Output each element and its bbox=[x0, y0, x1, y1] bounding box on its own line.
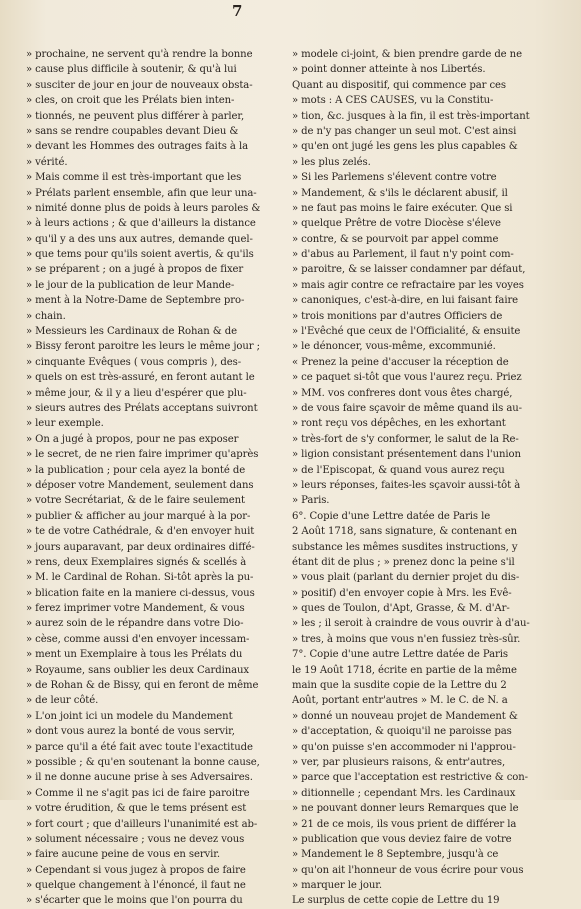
text-line: » de vous faire sçavoir de même quand ils au- bbox=[292, 402, 522, 414]
text-line: » devant les Hommes des outrages faits à la bbox=[26, 141, 249, 153]
text-line: » cles, on croit que les Prélats bien inten- bbox=[26, 95, 235, 107]
text-line: 7°. Copie d'une autre Lettre datée de Paris bbox=[292, 649, 508, 661]
text-line: 6°. Copie d'une Lettre datée de Paris le bbox=[292, 510, 491, 522]
text-line: » leur exemple. bbox=[26, 418, 104, 430]
text-line: » chain. bbox=[26, 310, 66, 322]
text-line: » qu'on puisse s'en accommoder ni l'approu- bbox=[292, 741, 516, 753]
text-line: » faire aucune peine de vous en servir. bbox=[26, 849, 221, 861]
text-line: » la publication ; pour cela ayez la bonté de bbox=[26, 464, 246, 476]
text-line: » marquer le jour. bbox=[292, 880, 383, 892]
text-line: » parce qu'il a été fait avec toute l'exactitude bbox=[26, 741, 253, 753]
text-line: » vérité. bbox=[26, 156, 68, 168]
text-line: Août, portant entr'autres » M. le C. de N. a bbox=[292, 695, 508, 707]
text-line: » le jour de la publication de leur Mande- bbox=[26, 279, 235, 291]
page-number: 7 bbox=[232, 2, 243, 20]
text-line: » ditionnelle ; cependant Mrs. les Cardinaux bbox=[292, 787, 516, 799]
text-line: » susciter de jour en jour de nouveaux obsta- bbox=[26, 79, 253, 91]
text-line: » de leur côté. bbox=[26, 695, 99, 707]
text-line: » parce que l'acceptation est restrictive & con- bbox=[292, 772, 528, 784]
text-line: substance les mêmes susdites instructions, y bbox=[292, 541, 518, 553]
text-line: » jours auparavant, par deux ordinaires diffé- bbox=[26, 541, 255, 553]
text-line: » L'on joint ici un modele du Mandement bbox=[26, 710, 233, 722]
text-line: » de Rohan & de Bissy, qui en feront de même bbox=[26, 680, 259, 692]
text-line: » qu'on ait l'honneur de vous écrire pour vous bbox=[292, 864, 524, 876]
text-line: » ne faut pas moins le faire exécuter. Que si bbox=[292, 202, 513, 214]
text-line: » cause plus difficile à soutenir, & qu'à lui bbox=[26, 64, 237, 76]
text-line: » rens, deux Exemplaires signés & scellés à bbox=[26, 556, 247, 568]
text-line: » tionnés, ne peuvent plus différer à parler, bbox=[26, 110, 245, 122]
text-line: étant dit de plus ; » prenez donc la peine s'il bbox=[292, 556, 515, 568]
text-line: » les ; il seroit à craindre de vous ouvrir à d'au- bbox=[292, 618, 530, 630]
text-line: » cinquante Evêques ( vous compris ), des- bbox=[26, 356, 242, 368]
text-line: » votre érudition, & que le tems présent est bbox=[26, 803, 247, 815]
text-line: » quels on est très-assuré, en feront autant le bbox=[26, 372, 255, 384]
text-line: » ferez imprimer votre Mandement, & vous bbox=[26, 603, 245, 615]
text-line: » donné un nouveau projet de Mandement & bbox=[292, 710, 518, 722]
text-line: » qu'en ont jugé les gens les plus capables & bbox=[292, 141, 518, 153]
text-line: main que la susdite copie de la Lettre du 2 bbox=[292, 680, 507, 692]
text-line: » fort court ; que d'ailleurs l'unanimité est ab- bbox=[26, 818, 258, 830]
text-line: » le dénoncer, vous-même, excommunié. bbox=[292, 341, 496, 353]
text-line: » que tems pour qu'ils soient avertis, & qu'ils bbox=[26, 249, 254, 261]
text-line: » Paris. bbox=[292, 495, 330, 507]
text-line: » On a jugé à propos, pour ne pas exposer bbox=[26, 433, 239, 445]
text-line: » il ne donne aucune prise à ses Adversaires. bbox=[26, 772, 253, 784]
text-line: Le surplus de cette copie de Lettre du 19 bbox=[292, 895, 500, 907]
text-line: » Messieurs les Cardinaux de Rohan & de bbox=[26, 326, 238, 338]
text-line: » même jour, & il y a lieu d'espérer que plu- bbox=[26, 387, 247, 399]
text-line: » MM. vos confreres dont vous êtes chargé, bbox=[292, 387, 513, 399]
text-line: » ront reçu vos dépêches, en les exhortant bbox=[292, 418, 506, 430]
text-line: » Si les Parlemens s'élevent contre votre bbox=[292, 172, 497, 184]
text-line: » canoniques, c'est-à-dire, en lui faisant faire bbox=[292, 295, 519, 307]
text-line: » mots : A CES CAUSES, vu la Constitu- bbox=[292, 95, 494, 107]
text-line: » 21 de ce mois, ils vous prient de différer la bbox=[292, 818, 517, 830]
text-line: » blication faite en la maniere ci-dessus, vous bbox=[26, 587, 255, 599]
text-line: » tres, à moins que vous n'en fussiez très-sûr. bbox=[292, 633, 521, 645]
text-line: Quant au dispositif, qui commence par ces bbox=[292, 79, 506, 91]
text-line: » tion, &c. jusques à la fin, il est très-important bbox=[292, 110, 530, 122]
text-line: » modele ci-joint, & bien prendre garde de ne bbox=[292, 49, 522, 60]
text-line: » mais agir contre ce refractaire par les voyes bbox=[292, 279, 524, 291]
text-line: » déposer votre Mandement, seulement dans bbox=[26, 479, 254, 491]
text-line: » possible ; & qu'en soutenant la bonne cause, bbox=[26, 756, 260, 768]
text-line: le 19 Août 1718, écrite en partie de la même bbox=[292, 664, 517, 676]
text-line: » Comme il ne s'agit pas ici de faire paroitre bbox=[26, 787, 250, 799]
text-line: » à leurs actions ; & que d'ailleurs la distance bbox=[26, 218, 256, 230]
text-line: » s'écarter que le moins que l'on pourra du bbox=[26, 895, 243, 907]
text-line: » point donner atteinte à nos Libertés. bbox=[292, 64, 486, 76]
text-line: 2 Août 1718, sans signature, & contenant en bbox=[292, 526, 518, 538]
text-line: » le secret, de ne rien faire imprimer qu'après bbox=[26, 449, 259, 461]
text-line: » de n'y pas changer un seul mot. C'est ainsi bbox=[292, 125, 517, 137]
text-line: » l'Evêché que ceux de l'Officialité, & ensuite bbox=[292, 326, 521, 338]
text-line: » de l'Episcopat, & quand vous aurez reçu bbox=[292, 464, 505, 476]
text-line: » publier & afficher au jour marqué à la por- bbox=[26, 510, 251, 522]
text-line: » trois monitions par d'autres Officiers de bbox=[292, 310, 503, 322]
text-line: » Prélats parlent ensemble, afin que leur una- bbox=[26, 187, 257, 199]
right-text-column bbox=[292, 47, 554, 909]
text-line: » te de votre Cathédrale, & d'en envoyer huit bbox=[26, 526, 255, 538]
text-line: » sieurs autres des Prélats acceptans suivront bbox=[26, 402, 258, 414]
text-line: » Mais comme il est très-important que les bbox=[26, 172, 242, 184]
text-line: » solument nécessaire ; vous ne devez vous bbox=[26, 833, 245, 845]
text-line: » quelque changement à l'énoncé, il faut ne bbox=[26, 880, 246, 892]
text-line: » Mandement, & s'ils le déclarent abusif, il bbox=[292, 187, 508, 199]
text-line: » cèse, comme aussi d'en envoyer incessam- bbox=[26, 633, 250, 645]
text-line: » se préparent ; on a jugé à propos de fixer bbox=[26, 264, 244, 276]
text-line: » leurs réponses, faites-les sçavoir aussi-tôt à bbox=[292, 479, 521, 491]
text-line: » ques de Toulon, d'Apt, Grasse, & M. d'Ar- bbox=[292, 603, 510, 615]
text-line: » paroitre, & se laisser condamner par défaut, bbox=[292, 264, 526, 276]
text-line: » nimité donne plus de poids à leurs paroles & bbox=[26, 202, 261, 214]
text-line: » ce paquet si-tôt que vous l'aurez reçu. Priez bbox=[292, 372, 522, 384]
text-line: » quelque Prêtre de votre Diocèse s'éleve bbox=[292, 218, 501, 230]
text-line: » les plus zelés. bbox=[292, 156, 371, 168]
text-line: » vous plait (parlant du dernier projet du dis- bbox=[292, 572, 520, 584]
text-line: » Mandement le 8 Septembre, jusqu'à ce bbox=[292, 849, 499, 861]
text-line: » Cependant si vous jugez à propos de faire bbox=[26, 864, 246, 876]
text-line: » sans se rendre coupables devant Dieu & bbox=[26, 125, 239, 137]
text-line: » Bissy feront paroitre les leurs le même jour ; bbox=[26, 341, 260, 353]
text-line: » Royaume, sans oublier les deux Cardinaux bbox=[26, 664, 250, 676]
text-line: » positif) d'en envoyer copie à Mrs. les Evê- bbox=[292, 587, 512, 599]
text-line: » prochaine, ne servent qu'à rendre la bonne bbox=[26, 49, 253, 60]
text-line: » aurez soin de le répandre dans votre Dio- bbox=[26, 618, 244, 630]
text-line: » ne pouvant donner leurs Remarques que le bbox=[292, 803, 519, 815]
text-line: » contre, & se pourvoit par appel comme bbox=[292, 233, 499, 245]
text-line: » qu'il y a des uns aux autres, demande quel- bbox=[26, 233, 253, 245]
text-line: » publication que vous deviez faire de votre bbox=[292, 833, 512, 845]
text-line: » ment un Exemplaire à tous les Prélats du bbox=[26, 649, 243, 661]
text-line: » d'abus au Parlement, il faut n'y point com- bbox=[292, 249, 514, 261]
text-line: » ment à la Notre-Dame de Septembre pro- bbox=[26, 295, 245, 307]
text-line: » d'acceptation, & quoiqu'il ne paroisse pas bbox=[292, 726, 512, 738]
text-line: « Prenez la peine d'accuser la réception de bbox=[292, 356, 509, 368]
text-line: » ver, par plusieurs raisons, & entr'autres, bbox=[292, 756, 506, 768]
left-text-column bbox=[26, 47, 270, 909]
text-line: » M. le Cardinal de Rohan. Si-tôt après la pu- bbox=[26, 572, 254, 584]
text-line: » ligion consistant présentement dans l'union bbox=[292, 449, 521, 461]
text-line: » votre Secrétariat, & de le faire seulement bbox=[26, 495, 245, 507]
text-line: » très-fort de s'y conformer, le salut de la Re- bbox=[292, 433, 519, 445]
text-line: » dont vous aurez la bonté de vous servir, bbox=[26, 726, 235, 738]
